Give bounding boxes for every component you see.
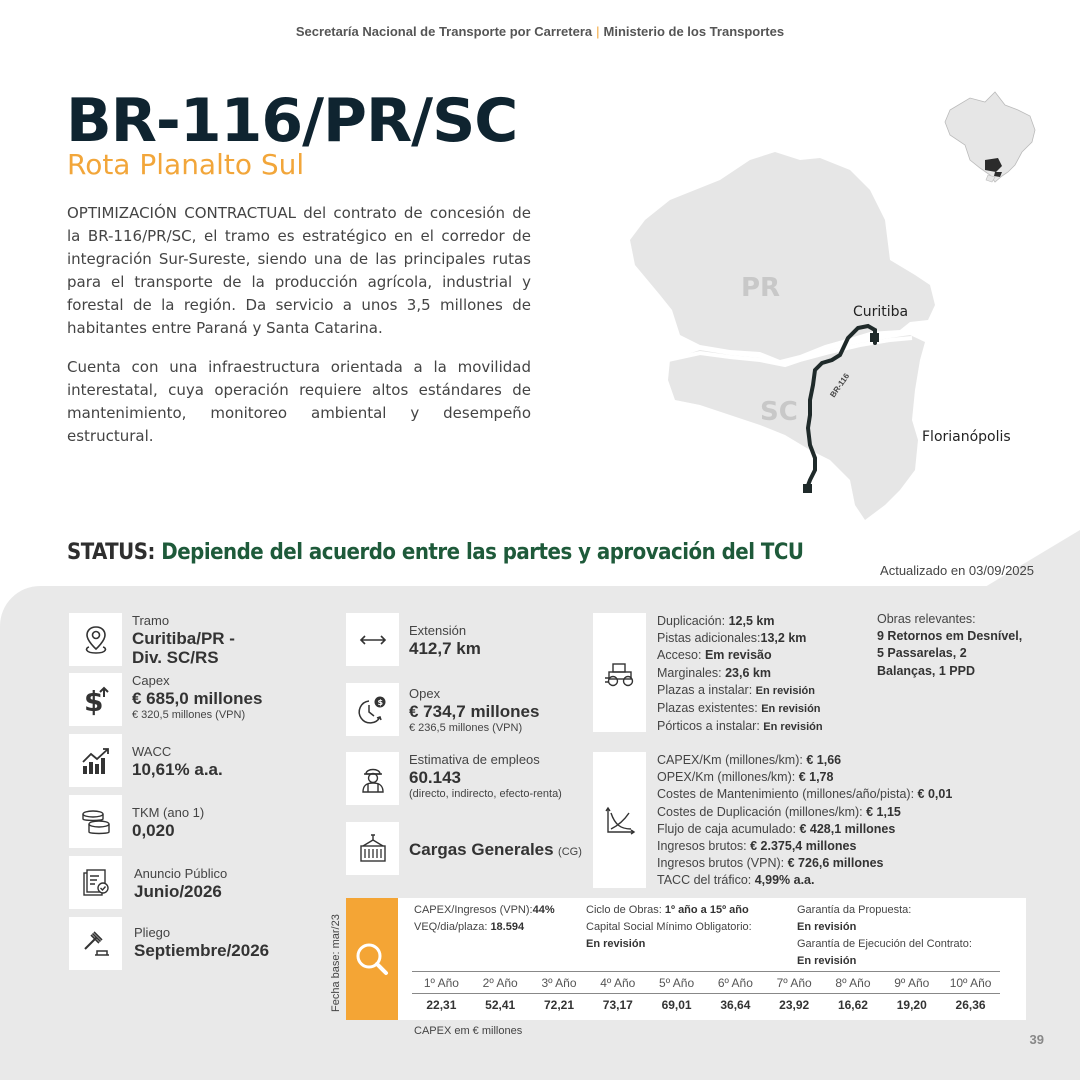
updated-date: Actualizado en 03/09/2025 xyxy=(880,563,1034,578)
tacc-value: 4,99% a.a. xyxy=(754,873,815,888)
card-opex xyxy=(346,683,539,736)
works-list xyxy=(657,613,823,736)
year-9: 9º Año xyxy=(882,972,941,994)
page-header xyxy=(0,24,1080,39)
capex-year-8: 16,62 xyxy=(837,998,868,1012)
capex-note: CAPEX em € millones xyxy=(414,1025,523,1037)
double-arrow-icon xyxy=(346,613,399,666)
opex-label: Opex xyxy=(409,686,441,701)
page-number: 39 xyxy=(1029,1032,1044,1047)
plazas-existentes-label: Plazas existentes: xyxy=(657,701,762,716)
svg-text:BR-116: BR-116 xyxy=(828,371,852,400)
capex-ingresos-value: 44% xyxy=(532,904,555,916)
opex-km-label: OPEX/Km (millones/km): xyxy=(657,770,799,785)
opex-km-value: € 1,78 xyxy=(798,770,834,785)
year-2: 2º Año xyxy=(471,972,530,994)
year-4: 4º Año xyxy=(588,972,647,994)
document-check-icon xyxy=(69,856,122,909)
capex-value: € 685,0 millones xyxy=(132,689,263,708)
empleos-label: Estimativa de empleos xyxy=(409,752,540,767)
marginales-value: 23,6 km xyxy=(725,665,771,680)
plazas-instalar-value: En revisión xyxy=(755,684,815,697)
capex-year-3: 72,21 xyxy=(543,998,574,1012)
bottom-col-2 xyxy=(586,902,752,953)
pistas-label: Pistas adicionales: xyxy=(657,631,761,646)
map-label-sc: SC xyxy=(760,397,798,427)
pliego-label: Pliego xyxy=(134,925,171,940)
route-map xyxy=(600,60,1080,530)
card-anuncio xyxy=(69,856,227,909)
bottom-col-3 xyxy=(797,902,972,970)
growth-chart-icon xyxy=(69,734,122,787)
gavel-icon xyxy=(69,917,122,970)
ingresos-label: Ingresos brutos: xyxy=(657,839,751,854)
ingresos-vpn-label: Ingresos brutos (VPN): xyxy=(657,856,788,871)
garantia-ejecucion-value: En revisión xyxy=(797,955,857,967)
capex-label: Capex xyxy=(132,673,170,688)
duplicacion-cost-label: Costes de Duplicación (millones/km): xyxy=(657,804,867,819)
acceso-label: Acceso: xyxy=(657,648,705,663)
pistas-value: 13,2 km xyxy=(760,631,807,646)
status-value: Depiende del acuerdo entre las partes y aprovación del TCU xyxy=(161,540,804,565)
year-8: 8º Año xyxy=(824,972,883,994)
plazas-existentes-value: En revisión xyxy=(761,703,821,716)
capex-year-1: 22,31 xyxy=(426,998,457,1012)
tramo-value-line1: Curitiba/PR - xyxy=(132,629,235,648)
fecha-base: Fecha base: mar/23 xyxy=(330,914,342,1012)
capex-km-label: CAPEX/Km (millones/km): xyxy=(657,753,807,767)
extension-label: Extensión xyxy=(409,623,467,638)
map-label-curitiba: Curitiba xyxy=(853,304,909,320)
empleos-value: 60.143 xyxy=(409,768,461,787)
tacc-label: TACC del tráfico: xyxy=(657,873,755,888)
page-subtitle: Rota Planalto Sul xyxy=(67,148,305,181)
tramo-value-line2: Div. SC/RS xyxy=(132,648,219,667)
plazas-instalar-label: Plazas a instalar: xyxy=(657,682,756,697)
garantia-propuesta-label: Garantía da Propuesta: xyxy=(797,904,912,916)
ingresos-value: € 2.375,4 millones xyxy=(750,839,857,854)
capital-value: En revisión xyxy=(586,938,646,950)
clock-dollar-icon xyxy=(346,683,399,736)
capital-label: Capital Social Mínimo Obligatorio: xyxy=(586,921,752,933)
year-7: 7º Año xyxy=(765,972,824,994)
card-tramo xyxy=(69,613,235,667)
porticos-label: Pórticos a instalar: xyxy=(657,719,764,734)
description-paragraph-2: Cuenta con una infraestructura orientada a la movilidad interestatal, cuya operación requiere altos estándares de mantenimiento, monitoreo ambiental y desempeño estructural. xyxy=(67,358,531,445)
year-1: 1º Año xyxy=(412,972,471,994)
capex-year-6: 36,64 xyxy=(720,998,751,1012)
cost-curve-icon xyxy=(593,752,646,888)
mantenimiento-value: € 0,01 xyxy=(917,787,953,802)
wacc-value: 10,61% a.a. xyxy=(132,760,223,779)
capex-ingresos-label: CAPEX/Ingresos (VPN): xyxy=(414,904,533,916)
anuncio-value: Junio/2026 xyxy=(134,882,222,901)
capex-years-table xyxy=(412,971,1000,1016)
anuncio-label: Anuncio Público xyxy=(134,866,228,881)
tkm-label: TKM (ano 1) xyxy=(132,805,205,820)
obras-line-1: 9 Retornos em Desnível, xyxy=(877,629,1023,644)
capex-km-value: € 1,66 xyxy=(806,753,842,767)
card-cargas xyxy=(346,822,582,875)
map-label-florianopolis: Florianópolis xyxy=(922,429,1011,445)
duplicacion-cost-value: € 1,15 xyxy=(866,804,901,819)
status-key: STATUS: xyxy=(67,540,155,565)
container-crane-icon xyxy=(346,822,399,875)
obras-line-3: Balanças, 1 PPD xyxy=(877,663,975,678)
flujo-caja-value: € 428,1 millones xyxy=(799,821,896,836)
acceso-value: Em revisão xyxy=(704,648,772,663)
finance-list xyxy=(657,752,952,890)
card-pliego xyxy=(69,917,269,970)
search-icon xyxy=(346,898,398,1020)
map-label-pr: PR xyxy=(741,273,781,303)
duplicacion-value: 12,5 km xyxy=(728,614,775,628)
opex-vpn: € 236,5 millones (VPN) xyxy=(409,722,523,734)
coins-icon xyxy=(69,795,122,848)
obras-label: Obras relevantes: xyxy=(877,612,976,626)
card-tkm xyxy=(69,795,204,848)
years-header-row xyxy=(412,972,1000,994)
map-shape-icon xyxy=(600,60,1080,530)
dollar-up-icon xyxy=(69,673,122,726)
obras-line-2: 5 Passarelas, 2 xyxy=(877,646,967,661)
cargas-value: Cargas Generales xyxy=(409,840,554,859)
year-5: 5º Año xyxy=(647,972,706,994)
cargas-abbr: (CG) xyxy=(558,846,582,858)
veq-label: VEQ/dia/plaza: xyxy=(414,921,491,933)
garantia-ejecucion-label: Garantía de Ejecución del Contrato: xyxy=(797,938,972,950)
capex-year-9: 19,20 xyxy=(896,998,927,1012)
tramo-label: Tramo xyxy=(132,613,170,628)
description-paragraph-1: OPTIMIZACIÓN CONTRACTUAL del contrato de concesión de la BR-116/PR/SC, el tramo es estratégico en el corredor de integración Sur-Sureste, siendo una de las principales rutas para el transporte de la producción agrícola, industrial y forestal de la región. Da servicio a unos 3,5 millones de habitantes entre Paraná y Santa Catarina. xyxy=(67,204,531,337)
extension-value: 412,7 km xyxy=(409,639,481,658)
header-ministerio: Ministerio de los Transportes xyxy=(603,24,785,39)
ciclo-value: 1º año a 15º año xyxy=(664,904,749,916)
status-line xyxy=(67,540,803,565)
panel-slant xyxy=(980,530,1080,590)
header-secretaria: Secretaría Nacional de Transporte por Carretera xyxy=(295,24,593,39)
veq-value: 18.594 xyxy=(490,921,525,933)
ingresos-vpn-value: € 726,6 millones xyxy=(787,856,884,871)
page-title: BR-116/PR/SC xyxy=(66,86,518,156)
card-extension xyxy=(346,613,481,666)
capex-year-4: 73,17 xyxy=(602,998,633,1012)
road-roller-icon xyxy=(593,613,646,732)
duplicacion-label: Duplicación: xyxy=(657,614,729,628)
location-pin-icon xyxy=(69,613,122,666)
obras-relevantes xyxy=(877,611,1022,680)
description xyxy=(67,202,531,464)
capex-year-10: 26,36 xyxy=(955,998,986,1012)
porticos-value: En revisión xyxy=(763,721,823,734)
bottom-col-1 xyxy=(414,902,555,936)
capex-year-7: 23,92 xyxy=(779,998,810,1012)
card-empleos xyxy=(346,752,562,805)
capex-year-5: 69,01 xyxy=(661,998,692,1012)
empleos-note: (directo, indirecto, efecto-renta) xyxy=(409,788,562,800)
header-separator: | xyxy=(596,24,600,39)
card-wacc xyxy=(69,734,223,787)
tkm-value: 0,020 xyxy=(132,821,175,840)
wacc-label: WACC xyxy=(132,744,172,759)
year-6: 6º Año xyxy=(706,972,765,994)
svg-text:$: $ xyxy=(377,697,383,707)
year-3: 3º Año xyxy=(530,972,589,994)
capex-vpn: € 320,5 millones (VPN) xyxy=(132,709,246,721)
pliego-value: Septiembre/2026 xyxy=(134,941,270,960)
year-10: 10º Año xyxy=(941,972,1000,994)
marginales-label: Marginales: xyxy=(657,665,726,680)
capex-year-2: 52,41 xyxy=(485,998,516,1012)
years-values-row xyxy=(412,994,1000,1016)
capex-schedule-box xyxy=(346,898,1026,1020)
ciclo-label: Ciclo de Obras: xyxy=(586,904,665,916)
worker-icon xyxy=(346,752,399,805)
garantia-propuesta-value: En revisión xyxy=(797,921,857,933)
flujo-caja-label: Flujo de caja acumulado: xyxy=(657,821,800,836)
card-capex xyxy=(69,673,262,726)
svg-text:$: $ xyxy=(83,684,103,717)
mantenimiento-label: Costes de Mantenimiento (millones/año/pista): xyxy=(657,787,918,802)
opex-value: € 734,7 millones xyxy=(409,702,540,721)
